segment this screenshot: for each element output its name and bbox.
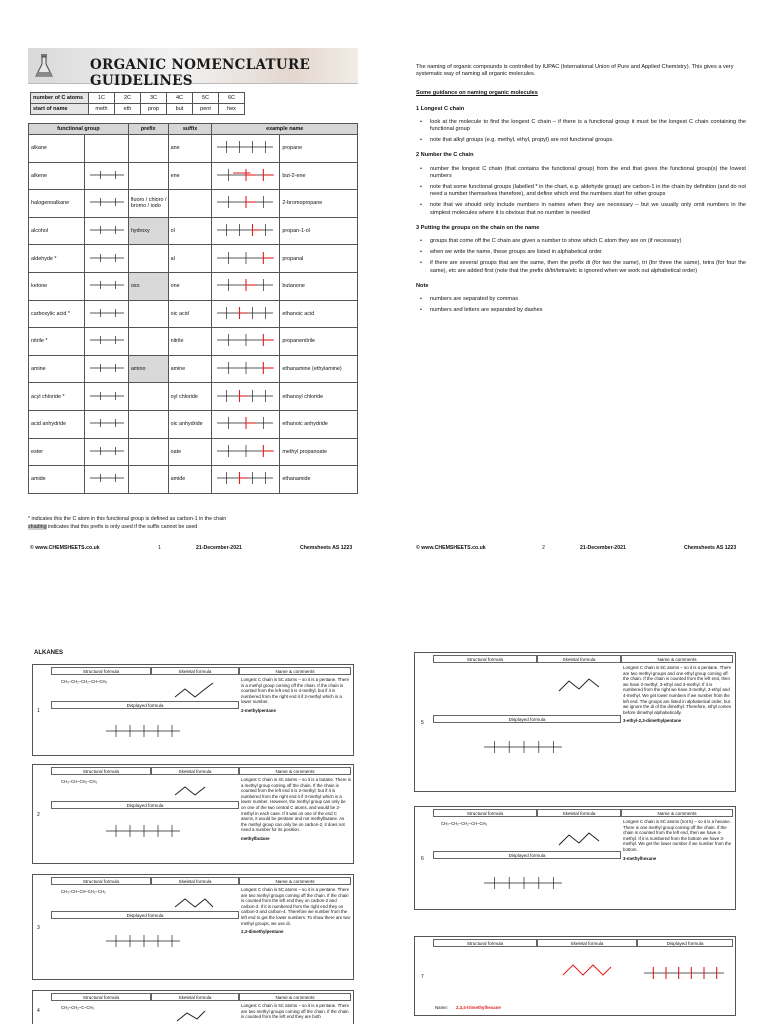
table-row	[29, 300, 358, 328]
footer-page-number: 2	[542, 545, 545, 551]
skeletal-formula	[555, 825, 607, 851]
name-comments	[623, 665, 733, 724]
list-item: • numbers are separated by commas	[416, 296, 746, 303]
skeletal-formula	[173, 679, 217, 701]
skeletal-formula	[173, 1005, 217, 1024]
name-start-cell: hex	[219, 104, 245, 115]
group-structure-diagram	[87, 165, 127, 185]
displayed-formula	[481, 863, 565, 903]
example-structure-diagram	[214, 356, 276, 380]
group-name: halogenoalkane	[29, 190, 85, 218]
group-structure	[84, 272, 128, 300]
example-name: methyl propanoate	[280, 438, 358, 466]
displayed-formula	[481, 727, 565, 767]
example-structure-diagram	[214, 328, 276, 352]
list-item: • note that some functional groups (labelled * in the chart, e.g. aldehyde group) are carbon-1 in the chain by definition (and do not need a number themselves therefore), and define which end the numbers start for other groups	[416, 184, 746, 198]
group-structure	[84, 245, 128, 273]
example-structure-diagram	[214, 135, 276, 159]
example-name: propanal	[280, 245, 358, 273]
note-heading: Note	[416, 282, 429, 289]
guidelines-page-2	[416, 48, 746, 563]
skeletal-formula-header: Skeletal formula	[537, 939, 637, 947]
group-structure	[84, 355, 128, 383]
alkanes-page-continued	[412, 640, 752, 1024]
footer-site: © www.CHEMSHEETS.co.uk	[30, 545, 100, 551]
group-prefix	[128, 466, 168, 494]
structural-formula-header: Structural formula	[51, 767, 151, 775]
example-structure	[212, 245, 280, 273]
group-prefix	[128, 438, 168, 466]
example-structure	[212, 466, 280, 494]
group-structure-diagram	[87, 275, 127, 295]
name-comments-header: Name & comments	[621, 809, 733, 817]
table-row	[29, 466, 358, 494]
name-comments	[241, 677, 351, 714]
structural-formula-header: Structural formula	[51, 667, 151, 675]
example-structure-diagram	[214, 163, 276, 187]
example-name: 2-bromopropane	[280, 190, 358, 218]
table-notes	[28, 515, 226, 531]
group-suffix: oic anhydride	[168, 410, 212, 438]
group-structure	[84, 162, 128, 190]
carbon-count-cell: 6C	[219, 93, 245, 104]
table-row	[29, 383, 358, 411]
group-suffix	[168, 190, 212, 218]
example-number: 6	[421, 856, 424, 862]
example-structure-diagram	[214, 466, 276, 490]
group-structure	[84, 135, 128, 163]
table-row	[29, 190, 358, 218]
example-structure	[212, 135, 280, 163]
example-structure	[212, 217, 280, 245]
carbon-one-note: * indicates this the C atom in this functional group is defined as carbon-1 in the chain	[28, 516, 227, 522]
step-1-heading: 1 Longest C chain	[416, 105, 465, 112]
example-structure-diagram	[214, 301, 276, 325]
list-item: • look at the molecule to find the longest C chain – if there is a functional group it must be the longest C chain containing the functional group	[416, 119, 746, 133]
group-structure-diagram	[87, 248, 127, 268]
name-start-cell: meth	[89, 104, 115, 115]
example-name: ethanamine (ethylamine)	[280, 355, 358, 383]
example-structure-diagram	[214, 218, 276, 242]
alkane-example	[414, 936, 736, 1016]
structural-formula: CH₃–CH–CH₂–CH₃	[61, 779, 98, 784]
group-prefix	[128, 245, 168, 273]
name-comments	[241, 887, 351, 935]
structural-formula-header: Structural formula	[433, 939, 537, 947]
compound-name: 2,3,4-trimethylhexane	[455, 1005, 501, 1010]
table-row	[29, 162, 358, 190]
example-structure	[212, 162, 280, 190]
group-suffix: nitrile	[168, 328, 212, 356]
structural-formula: CH₃–CH₂–C–CH₃	[61, 1005, 95, 1010]
alkane-example	[32, 764, 354, 864]
skeletal-line	[563, 965, 611, 975]
example-number: 5	[421, 720, 424, 726]
skeletal-line	[559, 679, 599, 691]
skeletal-formula-header: Skeletal formula	[537, 809, 621, 817]
displayed-formula-header: Displayed formula	[51, 701, 239, 709]
name-comments	[241, 1003, 351, 1023]
example-structure	[212, 355, 280, 383]
group-prefix	[128, 162, 168, 190]
example-name: ethanamide	[280, 466, 358, 494]
carbon-count-cell: 1C	[89, 93, 115, 104]
example-structure	[212, 328, 280, 356]
skeletal-line	[177, 1011, 205, 1021]
name-comments-header: Name & comments	[239, 993, 351, 1001]
example-structure	[212, 190, 280, 218]
example-number: 3	[37, 925, 40, 931]
group-name: amide	[29, 466, 85, 494]
group-name: aldehyde *	[29, 245, 85, 273]
group-structure	[84, 466, 128, 494]
step-3-heading: 3 Putting the groups on the chain on the name	[416, 224, 540, 231]
compound-name: 3-methylhexane	[623, 855, 657, 861]
step-1-list	[416, 119, 746, 145]
group-structure	[84, 190, 128, 218]
name-comments	[623, 819, 733, 861]
alkane-example	[32, 874, 354, 980]
displayed-formula	[103, 711, 183, 751]
compound-name: 3-ethyl-2,3-dimethylpentane	[623, 718, 682, 724]
group-suffix: al	[168, 245, 212, 273]
group-name: carboxylic acid *	[29, 300, 85, 328]
example-name: propanenitrile	[280, 328, 358, 356]
example-name: ethanoic anhydride	[280, 410, 358, 438]
group-structure	[84, 438, 128, 466]
name-start-cell: pent	[193, 104, 219, 115]
skeletal-line	[175, 683, 213, 697]
skeletal-formula-header: Skeletal formula	[151, 877, 239, 885]
shading-note-text: indicates that this prefix is only used if the suffix cannot be used	[46, 524, 198, 530]
compound-name: 2-methylpentane	[241, 707, 276, 713]
group-structure-diagram	[87, 303, 127, 323]
example-structure	[212, 438, 280, 466]
comment-text: Longest C chain is 5C atoms – so it is a pentane. There is a methyl group coming off the chain. If the chain is counted from the left end it is 4-methyl; but if it is numbered from the right end it if 2-methyl which is a lower number.	[241, 677, 350, 705]
skeletal-line	[559, 833, 599, 845]
structural-formula: CH₃–CH–CH–CH₂–CH₃	[61, 889, 106, 894]
intro-paragraph: The naming of organic compounds is controlled by IUPAC (International Union of Pure and Applied Chemistry). This gives a very systematic way of naming all organic molecules.	[416, 64, 734, 78]
group-prefix: oxo	[128, 272, 168, 300]
skeletal-line	[175, 899, 213, 907]
group-prefix	[128, 328, 168, 356]
group-name: alkene	[29, 162, 85, 190]
skeletal-formula-header: Skeletal formula	[151, 767, 239, 775]
example-structure	[212, 300, 280, 328]
group-suffix: amine	[168, 355, 212, 383]
group-name: alcohol	[29, 217, 85, 245]
guidance-heading: Some guidance on naming organic molecules	[416, 90, 538, 97]
group-structure-diagram	[87, 358, 127, 378]
structural-formula-header: Structural formula	[433, 655, 537, 663]
group-suffix: ane	[168, 135, 212, 163]
flask-icon	[32, 52, 56, 80]
alkane-example	[32, 990, 354, 1024]
list-item: • note that we should only include numbers in names when they are necessary – but we usually only omit numbers in the simplest molecules where it is obvious that no number is needed	[416, 202, 746, 216]
table-row	[29, 355, 358, 383]
footer-site: © www.CHEMSHEETS.co.uk	[416, 545, 486, 551]
example-name: but-2-ene	[280, 162, 358, 190]
group-prefix	[128, 383, 168, 411]
table-row	[29, 135, 358, 163]
group-structure	[84, 300, 128, 328]
group-name: ester	[29, 438, 85, 466]
name-comments-header: Name & comments	[239, 877, 351, 885]
functional-group-table	[28, 123, 358, 494]
group-suffix: oic acid	[168, 300, 212, 328]
carbon-count-cell: 2C	[115, 93, 141, 104]
displayed-formula-header: Displayed formula	[433, 851, 621, 859]
example-name: propane	[280, 135, 358, 163]
footer-page-number: 1	[158, 545, 161, 551]
example-structure-diagram	[214, 384, 276, 408]
name-start-cell: but	[167, 104, 193, 115]
footer-reference: Chemsheets AS 1223	[684, 545, 737, 551]
comment-text: Longest C chain is 6C atoms (not 5) – so it is a hexane. There is one methyl group coming off the chain. If the chain is counted from the left end, then we have 4-methyl. If it is numbered from the bottom we have 3-methyl. We get the lower number if we number from the bottom.	[623, 819, 732, 852]
displayed-formula-header: Displayed formula	[51, 801, 239, 809]
carbon-count-cell: 3C	[141, 93, 167, 104]
carbon-count-label: number of C atoms	[31, 93, 89, 104]
group-prefix: amino	[128, 355, 168, 383]
list-item: • when we write the name, these groups are listed in alphabetical order	[416, 249, 746, 256]
group-suffix: ol	[168, 217, 212, 245]
skeletal-formula	[561, 955, 613, 981]
comment-text: Longest C chain is 5C atoms – so it is a pentane. There are two methyl groups coming off the chain. If the chain is counted from the left end they are both	[241, 1003, 350, 1020]
compound-name: 2,3-dimethylpentane	[241, 929, 284, 935]
alkanes-page	[28, 640, 368, 1024]
example-name: ethanoyl chloride	[280, 383, 358, 411]
group-name: alkane	[29, 135, 85, 163]
group-structure-diagram	[87, 413, 127, 433]
name-comments-header: Name & comments	[239, 667, 351, 675]
displayed-formula	[103, 811, 183, 851]
group-name: ketone	[29, 272, 85, 300]
example-number: 7	[421, 974, 424, 980]
name-comments-header: Name & comments	[621, 655, 733, 663]
section-title: ALKANES	[34, 650, 64, 656]
comment-text: Longest C chain is 5C atoms – so it is a pentane. There are two methyl groups coming off the chain. If the chain is counted from the left end they on carbon-2 and carbon-3. If it is numbered from the right end they on carbon-3 and carbon-4. Therefore we number from the left end to get the lower numbers. To show there are two methyl groups, we use di.	[241, 887, 351, 926]
example-number: 4	[37, 1008, 40, 1014]
table-row	[29, 328, 358, 356]
group-structure-diagram	[87, 220, 127, 240]
name-row	[435, 1005, 501, 1011]
step-2-list	[416, 166, 746, 217]
group-suffix: oyl chloride	[168, 383, 212, 411]
example-structure	[212, 272, 280, 300]
footer-reference: Chemsheets AS 1223	[300, 545, 353, 551]
group-structure-diagram	[87, 386, 127, 406]
skeletal-formula-header: Skeletal formula	[151, 667, 239, 675]
structural-formula: CH₃–CH₂–CH₂–CH–CH₃	[61, 679, 108, 684]
group-prefix: hydroxy	[128, 217, 168, 245]
table-row	[29, 217, 358, 245]
title-banner	[28, 48, 358, 89]
example-name: ethanoic acid	[280, 300, 358, 328]
structural-formula-header: Structural formula	[51, 877, 151, 885]
example-number: 2	[37, 812, 40, 818]
example-structure-diagram	[214, 190, 276, 214]
displayed-formula-header: Displayed formula	[51, 911, 239, 919]
example-structure-diagram	[214, 246, 276, 270]
carbon-count-table	[30, 92, 245, 115]
list-item: • groups that come off the C chain are given a number to show which C atom they are on (if necessary)	[416, 238, 746, 245]
group-structure-diagram	[87, 468, 127, 488]
list-item: • note that alkyl groups (e.g. methyl, ethyl, propyl) are not functional groups.	[416, 137, 746, 144]
carbon-count-cell: 5C	[193, 93, 219, 104]
example-structure-diagram	[214, 273, 276, 297]
group-name: nitrile *	[29, 328, 85, 356]
note-list	[416, 296, 746, 314]
shading-note	[28, 523, 226, 531]
comment-text: Longest C chain is 5C atoms – so it is a pentane. There are two methyl groups and one ethyl group coming off the chain. If the chain is counted from the left end, then we have 2-methyl, 3-ethyl and 3-methyl. If it is numbered from the right we have 3-methyl, 3-ethyl and 4-methyl. We get lower numbers if we number from the left end. The groups are listed in alphabetical order, but we ignore the di of the dimethyl. Therefore, ethyl comes before dimethyl alphabetically.	[623, 665, 732, 715]
alkane-example	[32, 664, 354, 756]
step-2-heading: 2 Number the C chain	[416, 152, 474, 159]
list-item: • if there are several groups that are the same, then the prefix di (for two the same), tri (for three the same), tetra (for four the same), etc are added first (note that the prefix di/tri/tetra/etc is ignored when we work out alphabetical order)	[416, 260, 746, 274]
table-row	[29, 438, 358, 466]
example-structure	[212, 410, 280, 438]
structural-formula-header: Structural formula	[51, 993, 151, 1001]
example-name: butanone	[280, 272, 358, 300]
page-title: ORGANIC NOMENCLATURE GUIDELINES	[90, 57, 311, 89]
group-structure	[84, 410, 128, 438]
example-name: propan-1-ol	[280, 217, 358, 245]
displayed-formula-header: Displayed formula	[637, 939, 733, 947]
table-row	[29, 410, 358, 438]
displayed-formula	[103, 921, 183, 961]
example-structure-diagram	[214, 439, 276, 463]
group-structure	[84, 383, 128, 411]
name-comments	[241, 777, 351, 842]
header-prefix: prefix	[128, 124, 168, 135]
group-structure	[84, 328, 128, 356]
header-suffix: suffix	[168, 124, 212, 135]
step-3-list	[416, 238, 746, 275]
guidelines-page-1	[28, 48, 368, 563]
skeletal-formula-header: Skeletal formula	[537, 655, 621, 663]
skeletal-formula	[173, 779, 217, 801]
group-structure	[84, 217, 128, 245]
group-suffix: amide	[168, 466, 212, 494]
skeletal-line	[175, 787, 205, 795]
name-start-cell: prop	[141, 104, 167, 115]
skeletal-formula	[173, 889, 217, 911]
group-structure-diagram	[87, 330, 127, 350]
footer-date: 21-December-2021	[196, 545, 242, 551]
comment-text: Longest C chain is 4C atoms – so it is a butane. There is a methyl group coming off the chain. If the chain is counted from the left end it is 2-methyl; but if it is numbered from the right end it if 3-methyl which is a lower number. However, the methyl group can only be on one of the two central C atoms, and would be 2-methyl in each case. If it was on one of the end C atoms, it would be pentane and not methylbutane. As the methyl group can only be on carbon-2, it does not need a number for its position.	[241, 777, 351, 833]
skeletal-formula	[555, 671, 607, 697]
skeletal-formula-header: Skeletal formula	[151, 993, 239, 1001]
group-prefix	[128, 135, 168, 163]
shading-word: shading	[28, 524, 47, 530]
group-prefix	[128, 410, 168, 438]
displayed-formula-header: Displayed formula	[433, 715, 621, 723]
compound-name: methylbutane	[241, 835, 270, 841]
alkane-example	[414, 652, 736, 792]
group-suffix: ene	[168, 162, 212, 190]
example-number: 1	[37, 708, 40, 714]
group-name: amine	[29, 355, 85, 383]
group-structure-diagram	[87, 192, 127, 212]
list-item: • number the longest C chain (that contains the functional group) from the end that gives the functional group(s) the lowest numbers	[416, 166, 746, 180]
header-functional-group: functional group	[29, 124, 129, 135]
name-start-cell: eth	[115, 104, 141, 115]
footer-date: 21-December-2021	[580, 545, 626, 551]
list-item: • numbers and letters are separated by dashes	[416, 307, 746, 314]
name-label: Name:	[435, 1005, 448, 1010]
group-name: acyl chloride *	[29, 383, 85, 411]
structural-formula-header: Structural formula	[433, 809, 537, 817]
table-row	[29, 245, 358, 273]
table-row	[29, 272, 358, 300]
name-comments-header: Name & comments	[239, 767, 351, 775]
example-structure-diagram	[214, 411, 276, 435]
displayed-formula	[641, 951, 727, 995]
alkane-example	[414, 806, 736, 910]
group-suffix: one	[168, 272, 212, 300]
group-prefix: fluoro / chloro / bromo / iodo	[128, 190, 168, 218]
example-structure	[212, 383, 280, 411]
structural-formula: CH₃–CH₂–CH₂–CH–CH₃	[441, 821, 488, 826]
group-structure-diagram	[87, 441, 127, 461]
carbon-count-cell: 4C	[167, 93, 193, 104]
header-example: example name	[212, 124, 358, 135]
name-start-label: start of name	[31, 104, 89, 115]
group-suffix: oate	[168, 438, 212, 466]
group-prefix	[128, 300, 168, 328]
group-name: acid anhydride	[29, 410, 85, 438]
